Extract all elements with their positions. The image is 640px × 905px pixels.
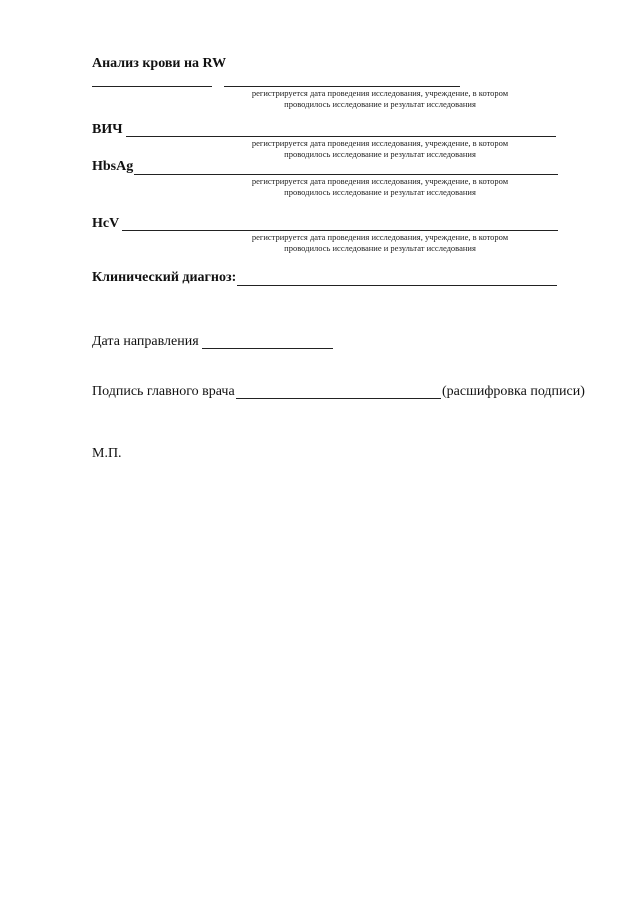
hbsag-hint-line1: регистрируется дата проведения исследования, учреждение, в котором bbox=[251, 176, 509, 186]
hcv-hint-line1: регистрируется дата проведения исследования, учреждение, в котором bbox=[251, 232, 509, 242]
signature-label: Подпись главного врача bbox=[92, 384, 235, 399]
hcv-hint-line2: проводилось исследование и результат исследования bbox=[284, 243, 476, 253]
hbsag-label: HbsAg bbox=[92, 159, 134, 174]
hiv-line[interactable] bbox=[126, 136, 556, 137]
rw-title: Анализ крови на RW bbox=[92, 56, 227, 71]
referral-date-label: Дата направления bbox=[92, 334, 199, 349]
signature-decode: (расшифровка подписи) bbox=[442, 384, 585, 399]
referral-date-line[interactable] bbox=[202, 348, 333, 349]
hiv-label: ВИЧ bbox=[92, 122, 123, 137]
hcv-line[interactable] bbox=[122, 230, 558, 231]
hiv-hint bbox=[190, 138, 570, 160]
hbsag-hint bbox=[190, 176, 570, 198]
hbsag-line[interactable] bbox=[134, 174, 558, 175]
rw-hint-line2: проводилось исследование и результат исследования bbox=[284, 99, 476, 109]
diagnosis-label: Клинический диагноз: bbox=[92, 270, 237, 285]
rw-line-left bbox=[92, 86, 212, 87]
signature-line[interactable] bbox=[236, 398, 441, 399]
hbsag-hint-line2: проводилось исследование и результат исследования bbox=[284, 187, 476, 197]
hiv-hint-line2: проводилось исследование и результат исследования bbox=[284, 149, 476, 159]
hcv-hint bbox=[190, 232, 570, 254]
hcv-label: HcV bbox=[92, 216, 120, 231]
stamp-mark: М.П. bbox=[92, 446, 122, 461]
diagnosis-line[interactable] bbox=[237, 285, 557, 286]
rw-hint-line1: регистрируется дата проведения исследования, учреждение, в котором bbox=[251, 88, 509, 98]
rw-line-right bbox=[224, 86, 460, 87]
rw-hint bbox=[200, 88, 560, 110]
hiv-hint-line1: регистрируется дата проведения исследования, учреждение, в котором bbox=[251, 138, 509, 148]
